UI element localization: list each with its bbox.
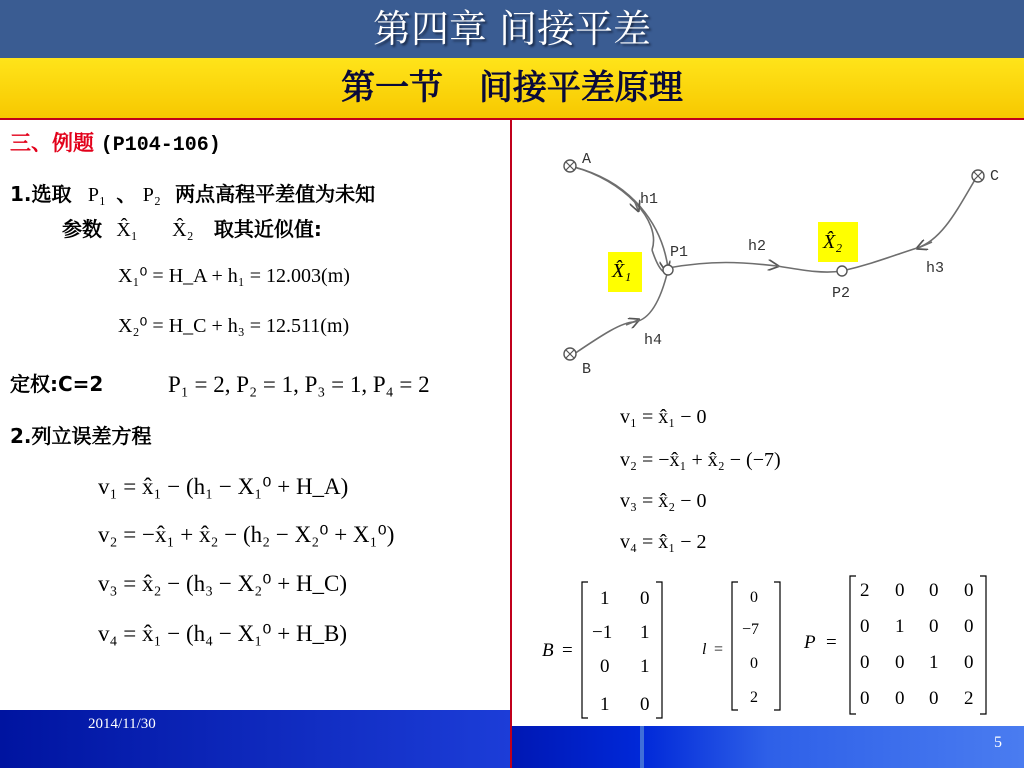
step1-x1: X̂₁ [116,219,138,241]
step1-line1 [10,178,375,207]
svg-text:0: 0 [929,688,939,709]
svg-text:2: 2 [964,688,974,709]
route-h4-label: h4 [644,332,663,349]
weight-label: 定权:C=2 [10,372,104,396]
svg-text:0: 0 [964,616,974,637]
example-title: 三、例题 [10,131,94,155]
point-p2-marker [837,266,847,276]
svg-text:0: 0 [860,652,870,673]
point-p1-marker [663,265,673,275]
svg-text:=: = [714,641,724,658]
example-pages: (P104-106) [100,134,221,157]
svg-text:0: 0 [964,580,974,601]
leveling-network-diagram [512,130,1024,390]
step1-p2: P₂ [142,184,161,206]
step1-sep: 、 [116,182,137,206]
route-h2-a [668,263,777,269]
chapter-title: 第四章 间接平差 [372,7,652,51]
approx-equation-1: X₁⁰ = H_A + h₁ = 12.003(m) [118,265,350,287]
b-r3c1: 0 [600,656,610,677]
l-r3: 0 [750,655,758,672]
x1-hat-label: X̂₁ [612,260,632,282]
simplified-equation-3: v₃ = x̂₂ − 0 [620,490,707,512]
svg-text:0: 0 [860,616,870,637]
b-r4c1: 1 [600,694,610,715]
page-number: 5 [994,734,1002,751]
matrix-p-entries [860,580,974,709]
point-b-label: B [582,361,592,378]
route-h3-label: h3 [926,260,945,277]
approx-equation-2: X₂⁰ = H_C + h₃ = 12.511(m) [118,315,350,337]
step1-line2-prefix: 参数 [62,217,102,241]
svg-text:1: 1 [929,652,939,673]
step1-prefix: 1.选取 [10,182,72,206]
b-r3c2: 1 [640,656,650,677]
svg-text:0: 0 [964,652,974,673]
point-c-label: C [990,168,1000,185]
error-equation-3: v₃ = x̂₂ − (h₃ − X₂⁰ + H_C) [98,571,348,596]
matrix-p-name: P [804,632,816,653]
route-h2-label: h2 [748,238,767,255]
svg-text:=: = [826,632,837,653]
matrix-b-name: B [542,640,554,661]
l-r1: 0 [750,589,758,606]
b-r2c1: −1 [592,622,613,643]
svg-text:1: 1 [895,616,905,637]
route-h2-b [777,266,842,272]
x2-hat-label: X̂₂ [823,231,843,253]
svg-text:0: 0 [929,616,939,637]
error-equation-2: v₂ = −x̂₁ + x̂₂ − (h₂ − X₂⁰ + X₁⁰) [98,522,395,547]
example-heading [10,127,221,157]
b-r1c1: 1 [600,588,610,609]
l-r4: 2 [750,689,758,706]
step1-p1: P₁ [87,184,106,206]
simplified-equation-1: v₁ = x̂₁ − 0 [620,406,707,428]
weights: P₁ = 2, P₂ = 1, P₃ = 1, P₄ = 2 [168,372,430,397]
footer-accent [640,726,644,768]
footer-bar-right [512,726,1024,768]
footer-date: 2014/11/30 [88,716,156,732]
error-equation-1: v₁ = x̂₁ − (h₁ − X₁⁰ + H_A) [98,474,349,499]
section-title: 第一节 间接平差原理 [341,68,683,108]
footer-bar-left [0,710,510,768]
point-p2-label: P2 [832,285,851,302]
route-h4-a [574,322,634,354]
header-divider [0,118,1024,120]
simplified-equation-4: v₄ = x̂₁ − 2 [620,531,707,553]
svg-text:0: 0 [895,688,905,709]
step1-suffix: 两点高程平差值为未知 [175,182,376,206]
b-r1c2: 0 [640,588,650,609]
point-a-label: A [582,151,592,168]
route-h3-a [917,178,976,248]
matrix-l-name: l [702,641,707,658]
svg-text:0: 0 [895,580,905,601]
b-r2c2: 1 [640,622,650,643]
step1-line2 [62,213,322,242]
b-r4c2: 0 [640,694,650,715]
svg-text:=: = [562,640,573,661]
svg-text:0: 0 [895,652,905,673]
error-equation-4: v₄ = x̂₁ − (h₄ − X₁⁰ + H_B) [98,621,348,646]
route-h1-label: h1 [640,191,659,208]
step1-line2-suffix: 取其近似值: [213,217,322,241]
svg-text:0: 0 [929,580,939,601]
svg-text:0: 0 [860,688,870,709]
svg-text:2: 2 [860,580,870,601]
step2-label: 2.列立误差方程 [10,424,152,448]
step1-x2: X̂₂ [172,219,194,241]
matrices [512,570,1012,726]
simplified-equation-2: v₂ = −x̂₁ + x̂₂ − (−7) [620,449,781,471]
l-r2: −7 [742,621,760,638]
point-p1-label: P1 [670,244,689,261]
